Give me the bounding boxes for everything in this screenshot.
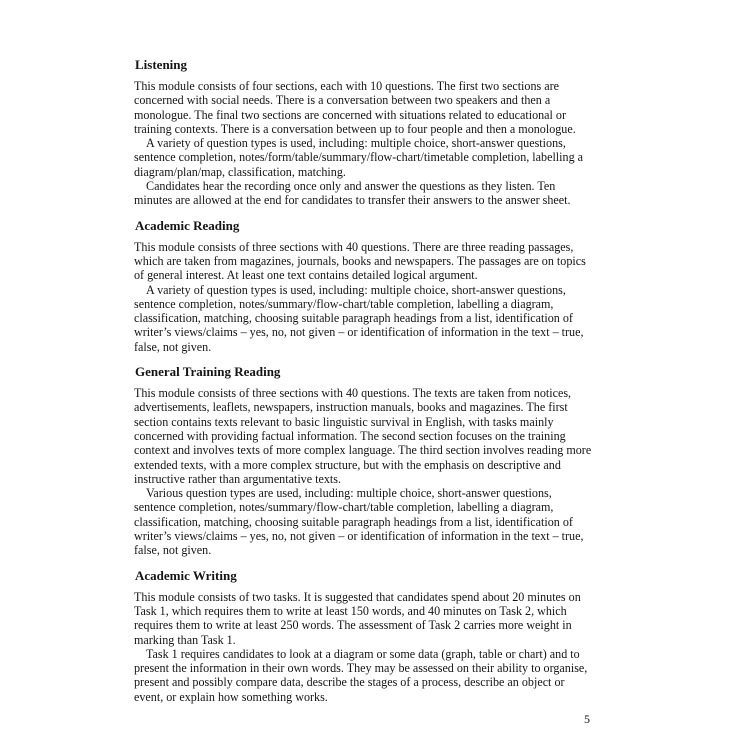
section-heading: General Training Reading <box>135 364 281 380</box>
section-listening <box>134 56 596 208</box>
paragraph: This module consists of four sections, each with 10 questions. The first two sections are concerned with social needs. There is a conversation between two speakers and then a monologue. The final two sections are concerned with situations related to educational or training contexts. There is a conversation between up to four people and then a monologue. <box>134 79 576 136</box>
document-page <box>134 56 596 713</box>
section-academic-reading <box>134 217 596 354</box>
section-academic-writing <box>134 567 596 704</box>
section-heading: Academic Writing <box>135 567 237 583</box>
paragraph: This module consists of two tasks. It is suggested that candidates spend about 20 minutes on Task 1, which requires them to write at least 150 words, and 40 minutes on Task 2, which requires them to write at least 250 words. The assessment of Task 2 carries more weight in marking than Task 1. <box>134 589 581 647</box>
section-heading: Academic Reading <box>135 217 240 233</box>
section-heading: Listening <box>135 57 188 72</box>
paragraph: Various question types are used, including: multiple choice, short-answer questions, sentence completion, notes/summary/flow-chart/table completion, labelling a diagram, classification, matching, choosing suitable paragraph headings from a list, identification of writer’s views/claims – yes, no, not given – or identification of information in the text – true, false, not given. <box>134 486 584 558</box>
paragraph: A variety of question types is used, including: multiple choice, short-answer questions, sentence completion, notes/summary/flow-chart/table completion, labelling a diagram, classification, matching, choosing suitable paragraph headings from a list, identification of writer’s views/claims – yes, no, not given – or identification of information in the text – true, false, not given. <box>134 282 584 354</box>
section-general-training-reading <box>134 363 596 558</box>
paragraph: This module consists of three sections with 40 questions. There are three reading passages, which are taken from magazines, journals, books and newspapers. The passages are on topics of general interest. At least one text contains detailed logical argument. <box>134 239 586 283</box>
paragraph: Candidates hear the recording once only and answer the questions as they listen. Ten minutes are allowed at the end for candidates to transfer their answers to the answer sheet. <box>134 179 571 208</box>
page-number: 5 <box>584 712 590 726</box>
paragraph: This module consists of three sections with 40 questions. The texts are taken from notices, advertisements, leaflets, newspapers, instruction manuals, books and magazines. The first section contains texts relevant to basic linguistic survival in English, with tasks mainly concerned with providing factual information. The second section focuses on the training context and involves texts of more complex language. The third section involves reading more extended texts, with a more complex structure, but with the emphasis on descriptive and instructive rather than argumentative texts. <box>134 386 592 486</box>
paragraph: A variety of question types is used, including: multiple choice, short-answer questions, sentence completion, notes/form/table/summary/flow-chart/timetable completion, labelling a diagram/plan/map, classification, matching. <box>134 136 584 179</box>
paragraph: Task 1 requires candidates to look at a diagram or some data (graph, table or chart) and to present the information in their own words. They may be assessed on their ability to organise, present and possibly compare data, describe the stages of a process, describe an object or event, or explain how something works. <box>134 646 588 704</box>
